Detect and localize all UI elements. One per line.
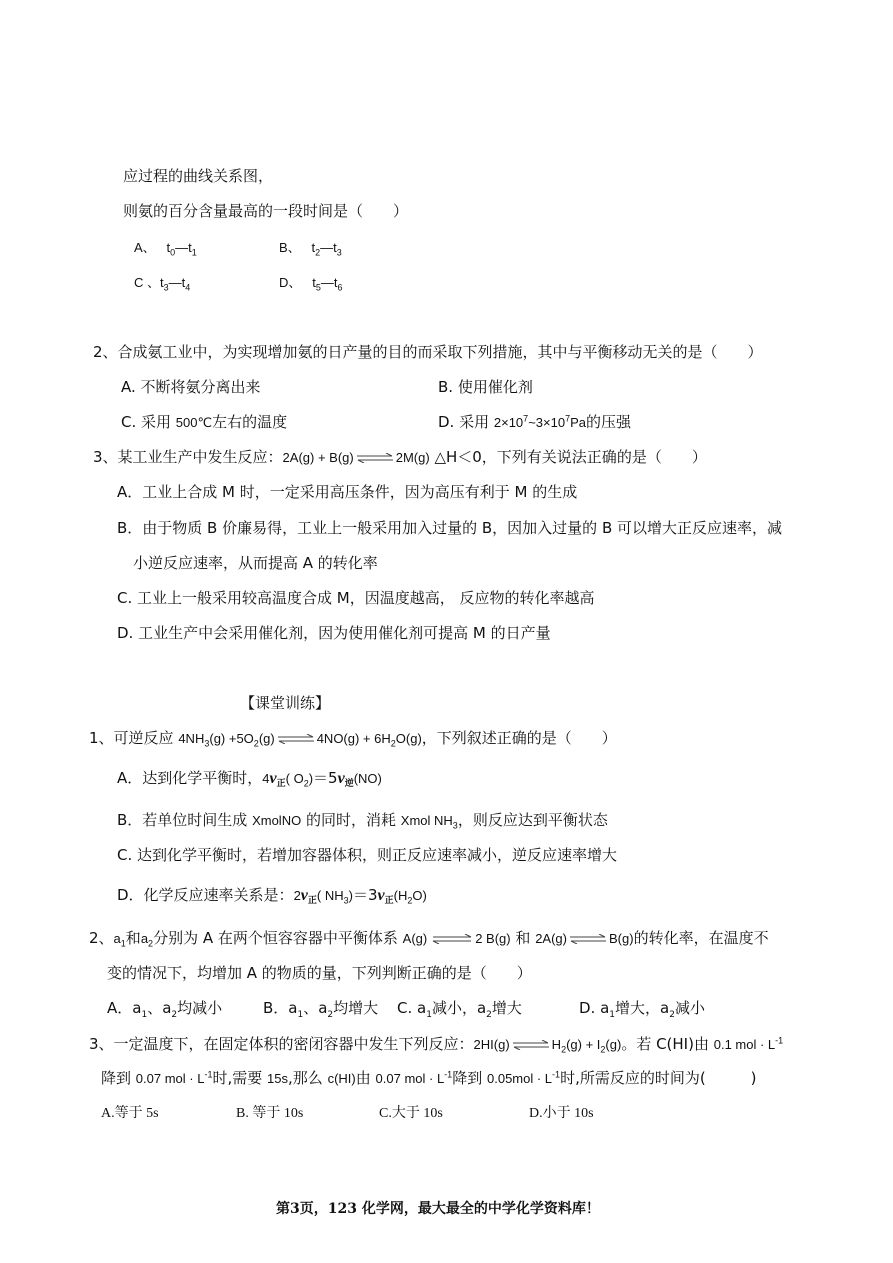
q2-stem: 2、合成氨工业中，为实现增加氨的日产量的目的而采取下列措施，其中与平衡移动无关的是（ ） — [93, 343, 763, 361]
q3-option-c: C. 工业上一般采用较高温度合成 M，因温度越高， 反应物的转化率越高 — [117, 589, 595, 607]
q-prev-option-a: A、 $t_0—t_1$ — [134, 240, 197, 258]
t2-option-c: C. $a_1$减小，$a_2$增大 — [397, 999, 522, 1020]
q3-option-b-line1: B．由于物质 B 价廉易得，工业上一般采用加入过量的 B，因加入过量的 B 可以增大正反应速率，减 — [117, 519, 783, 537]
q-prev-line2: 则氨的百分含量最高的一段时间是（ ） — [123, 202, 409, 220]
q3-option-a: A．工业上合成 M 时，一定采用高压条件，因为高压有利于 M 的生成 — [117, 483, 578, 501]
q2-option-d: D. 采用 $2\times 10^7\sim 3\times 10^7Pa$的压强 — [438, 413, 631, 431]
t3-option-a: A.等于 5s — [101, 1106, 159, 1121]
t2-option-b: B．$a_1$、$a_2$均增大 — [263, 999, 379, 1020]
t2-stem: 2、$a_1$和$a_2$分别为 A 在两个恒容容器中平衡体系 A(g) 2 B(g) 和 2A(g) B(g)的转化率，在温度不 — [89, 929, 769, 949]
t2-option-d: D. $a_1$增大，$a_2$减小 — [579, 999, 705, 1020]
section-title: 【课堂训练】 — [240, 694, 331, 712]
t3-option-c: C.大于 10s — [379, 1106, 443, 1121]
equilibrium-arrow-icon — [277, 734, 315, 744]
q-prev-option-d: D、 $t_5—t_6$ — [279, 275, 343, 293]
t3-line2: 降到 0.07 mol · $L^{-1}$时,需要 15s,那么 c(HI)由 0.07 mol · $L^{-1}$降到 $0.05mol \cdot L^{-1}$时,所需反应的时间为( ) — [101, 1069, 757, 1087]
equilibrium-arrow-icon — [429, 934, 473, 944]
q3-option-b-line2: 小逆反应速率，从而提高 A 的转化率 — [133, 554, 378, 572]
equilibrium-arrow-icon — [512, 1040, 550, 1050]
q-prev-option-b: B、 $t_2—t_3$ — [279, 240, 342, 258]
t1-option-a: A．达到化学平衡时，$4v_正$( $O_2)=5v_逆(NO)$ — [117, 769, 382, 789]
q2-option-b: B. 使用催化剂 — [438, 378, 533, 396]
t3-option-b: B. 等于 10s — [236, 1106, 304, 1121]
q2-option-c: C. 采用 500℃左右的温度 — [121, 413, 288, 431]
equilibrium-arrow-icon — [569, 934, 607, 944]
t1-stem: 1、可逆反应 $4NH_3(g) +5O_2(g)$ $4NO(g) + 6H_2O(g)$，下列叙述正确的是（ ） — [89, 729, 617, 749]
t1-option-d: D．化学反应速率关系是：$2v_正$( $NH_3)=3v_正(H_2O)$ — [117, 886, 427, 906]
q2-option-a: A. 不断将氨分离出来 — [121, 378, 261, 396]
q-prev-line1: 应过程的曲线关系图， — [123, 167, 274, 185]
page-footer: 第3页，123 化学网，最大最全的中学化学资料库！ — [276, 1201, 600, 1217]
t3-option-d: D.小于 10s — [529, 1106, 594, 1121]
t2-option-a: A．$a_1$、$a_2$均减小 — [107, 999, 223, 1020]
t3-stem: 3、一定温度下，在固定体积的密闭容器中发生下列反应：2HI(g) $H_2(g) + I_2(g)$。若 C(HI)由 0.1 mol · $L^{-1}$ — [89, 1035, 784, 1055]
t1-option-b: B．若单位时间生成 XmolNO 的同时，消耗 Xmol $NH_3$，则反应达到平衡状态 — [117, 811, 608, 831]
t2-line2: 变的情况下，均增加 A 的物质的量，下列判断正确的是（ ） — [107, 964, 532, 982]
q-prev-option-c: C 、$t_3—t_4$ — [134, 275, 191, 293]
q3-stem: 3、某工业生产中发生反应：2A(g) + B(g) 2M(g) △H＜0，下列有关说法正确的是（ ） — [93, 448, 707, 466]
equilibrium-arrow-icon — [356, 453, 394, 463]
t1-option-c: C. 达到化学平衡时，若增加容器体积，则正反应速率减小，逆反应速率增大 — [117, 846, 618, 864]
q3-option-d: D. 工业生产中会采用催化剂，因为使用催化剂可提高 M 的日产量 — [117, 624, 551, 642]
